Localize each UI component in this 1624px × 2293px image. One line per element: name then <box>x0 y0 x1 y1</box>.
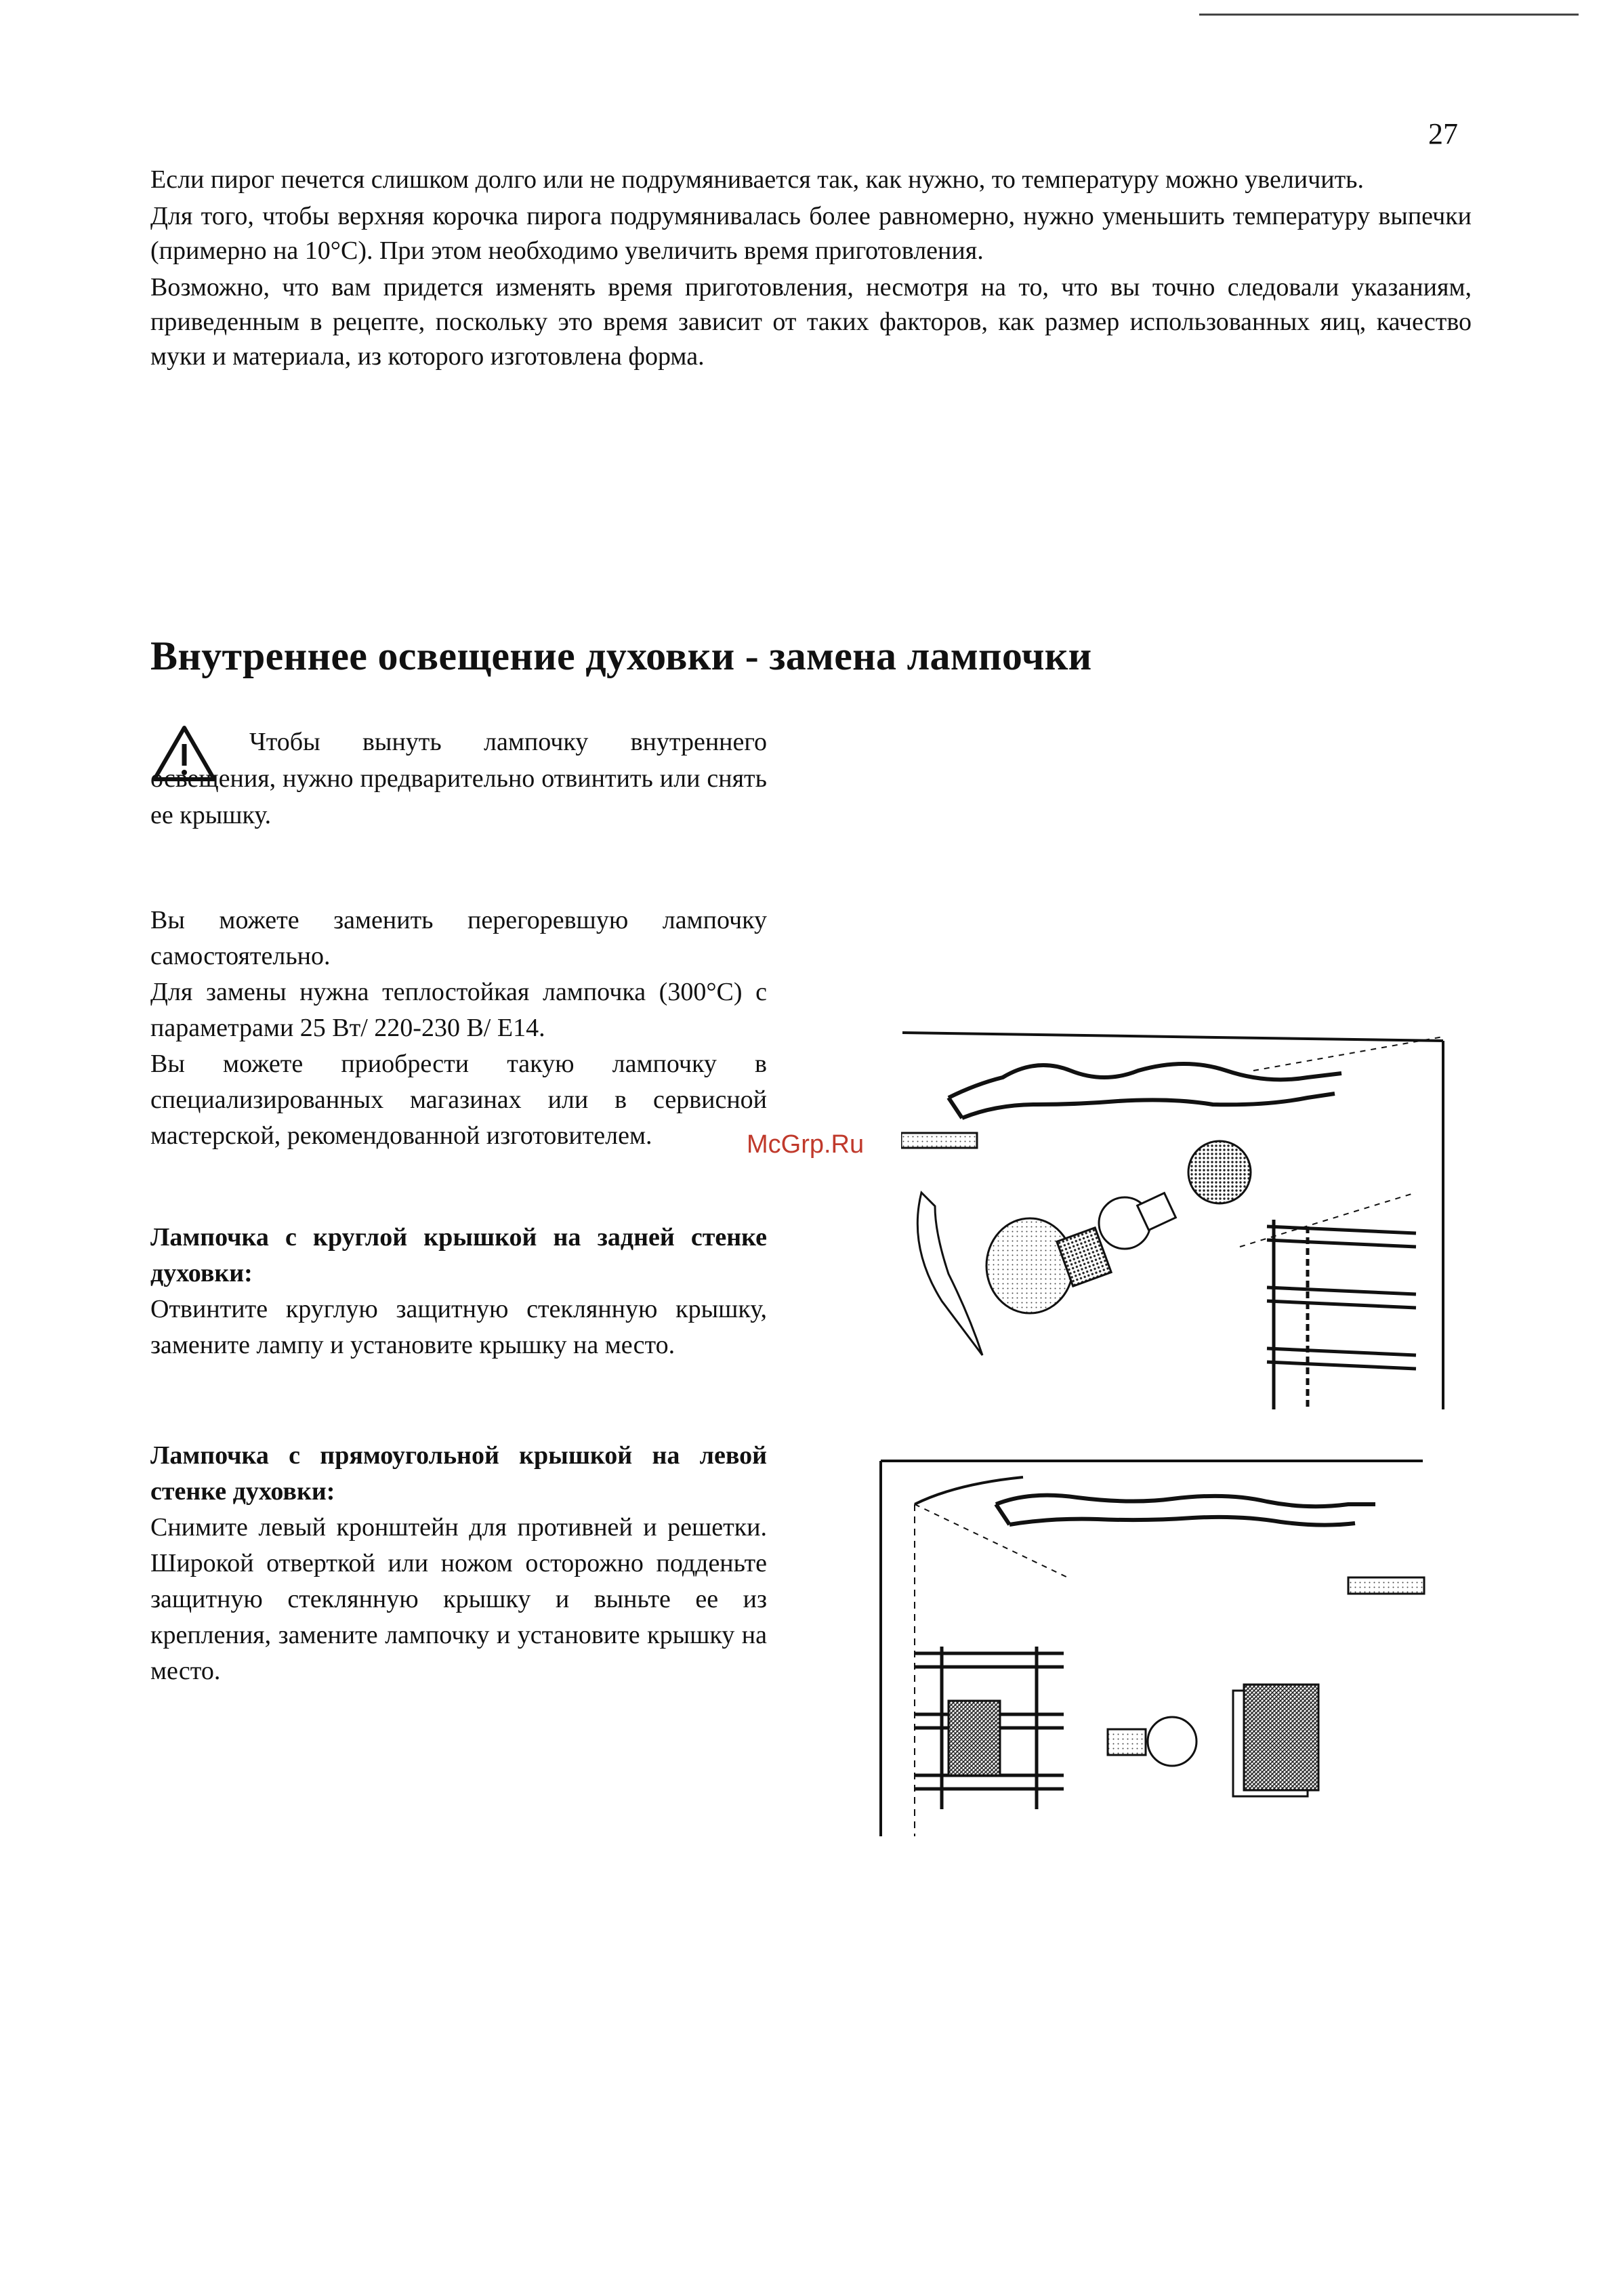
round-cover-lamp-illustration <box>901 1030 1458 1409</box>
round-cover-section <box>150 1220 767 1363</box>
lamp-info <box>150 903 767 1154</box>
round-cover-title: Лампочка с круглой крышкой на задней стенке духовки: <box>150 1223 767 1287</box>
lamp-cover-in-wall <box>949 1701 1000 1775</box>
info-paragraph: Вы можете заменить перегоревшую лампочку самостоятельно. <box>150 906 767 970</box>
lamp-bulb <box>1108 1717 1196 1766</box>
lamp-socket <box>986 1218 1111 1313</box>
page-number: 27 <box>1428 117 1458 150</box>
oven-frame <box>881 1461 1423 1836</box>
heating-element <box>949 1064 1341 1118</box>
rect-cover-text: Снимите левый кронштейн для противней и решетки. Широкой отверткой или ножом осторожно подденьте защитную стеклянную крышку и выньте ее из крепления, замените лампочку и установите крышку на место. <box>150 1513 767 1685</box>
rect-cover-lamp-illustration <box>874 1457 1443 1836</box>
bracket <box>901 1133 977 1148</box>
intro-text <box>150 163 1472 376</box>
top-rule <box>1199 14 1579 16</box>
intro-paragraph: Для того, чтобы верхняя корочка пирога подрумянивалась более равномерно, нужно уменьшить температуру выпечки (примерно на 10°С). При этом необходимо увеличить время приготовления. <box>150 202 1472 265</box>
glass-cover <box>1233 1685 1318 1796</box>
info-paragraph: Вы можете приобрести такую лампочку в специализированных магазинах или в сервисной мастерской, рекомендованной изготовителем. <box>150 1050 767 1150</box>
lamp-bulb <box>1099 1193 1175 1249</box>
section-heading: Внутреннее освещение духовки - замена лампочки <box>150 634 1092 678</box>
rect-cover-section <box>150 1438 767 1689</box>
round-cover-text: Отвинтите круглую защитную стеклянную крышку, замените лампу и установите крышку на место. <box>150 1295 767 1359</box>
info-paragraph: Для замены нужна теплостойкая лампочка (300°С) с параметрами 25 Вт/ 220-230 В/ Е14. <box>150 978 767 1042</box>
intro-paragraph: Если пирог печется слишком долго или не подрумянивается так, как нужно, то температуру можно увеличить. <box>150 165 1365 194</box>
heating-element <box>996 1495 1375 1525</box>
hand <box>917 1193 982 1355</box>
glass-cover <box>1188 1141 1251 1203</box>
warning-text: Чтобы вынуть лампочку внутреннего освещения, нужно предварительно отвинтить или снять ее крышку. <box>150 728 767 829</box>
watermark: McGrp.Ru <box>747 1130 865 1159</box>
rect-cover-title: Лампочка с прямоугольной крышкой на левой стенке духовки: <box>150 1441 767 1506</box>
shelf-runners <box>1267 1220 1416 1409</box>
intro-paragraph: Возможно, что вам придется изменять время приготовления, несмотря на то, что вы точно следовали указаниям, приведенным в рецепте, поскольку это время зависит от таких факторов, как размер использованных яиц, качество муки и материала, из которого изготовлена форма. <box>150 273 1472 371</box>
bracket <box>1348 1577 1424 1594</box>
